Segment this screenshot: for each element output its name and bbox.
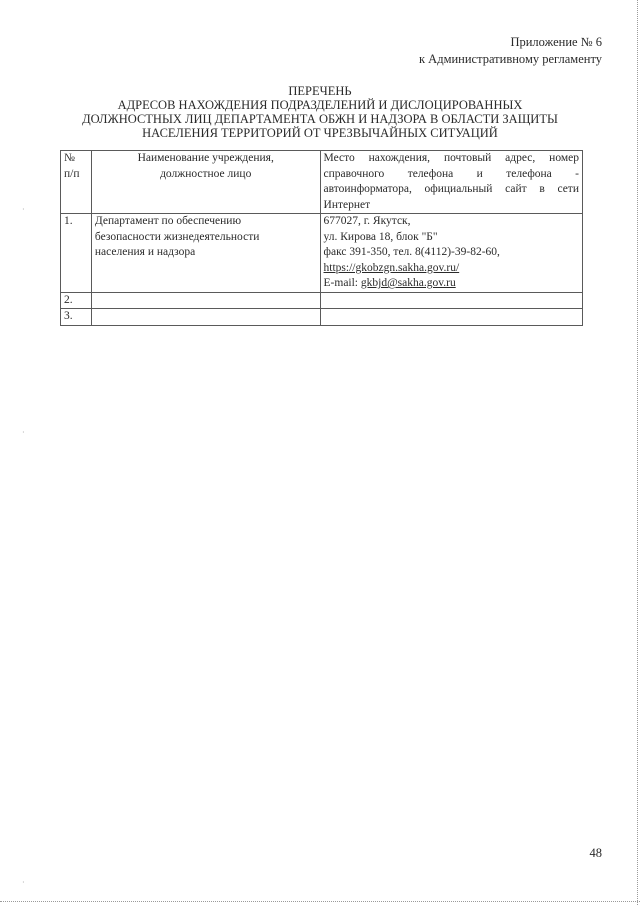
appendix-number: Приложение № 6 <box>510 35 602 49</box>
scan-dot: · <box>22 205 25 214</box>
page-edge-bottom <box>0 901 640 902</box>
title-line: НАСЕЛЕНИЯ ТЕРРИТОРИЙ ОТ ЧРЕЗВЫЧАЙНЫХ СИТУАЦИЙ <box>142 126 498 140</box>
row-number: 3. <box>61 309 92 326</box>
address-postal: 677027, г. Якутск, <box>323 215 411 227</box>
page-number: 48 <box>589 846 602 860</box>
appendix-note <box>419 34 602 68</box>
row-number: 2. <box>61 292 92 309</box>
row-address <box>320 214 582 293</box>
title-line: ДОЛЖНОСТНЫХ ЛИЦ ДЕПАРТАМЕНТА ОБЖН И НАДЗОРА В ОБЛАСТИ ЗАЩИТЫ <box>82 112 558 126</box>
scan-dot: · <box>22 428 25 437</box>
website-row <box>324 261 579 277</box>
email-row <box>324 276 579 292</box>
table-header-row <box>61 151 583 214</box>
header-address: Место нахождения, почтовый адрес, номер справочного телефона и телефона - автоинформатора, официальный сайт в сети Интернет <box>320 151 582 214</box>
scan-dot: · <box>22 878 25 887</box>
row-organization: Департамент по обеспечению безопасности жизнедеятельности населения и надзора <box>91 214 320 293</box>
website-link[interactable]: https://gkobzgn.sakha.gov.ru/ <box>323 261 460 274</box>
address-street: ул. Кирова 18, блок "Б" <box>323 230 438 243</box>
document-title <box>60 84 580 140</box>
address-phone: факс 391-350, тел. 8(4112)-39-82-60, <box>323 246 500 258</box>
header-name: Наименование учреждения, должностное лицо <box>91 151 320 214</box>
address-table <box>60 150 583 326</box>
row-address <box>320 292 582 309</box>
title-line: АДРЕСОВ НАХОЖДЕНИЯ ПОДРАЗДЕЛЕНИЙ И ДИСЛОЦИРОВАННЫХ <box>117 98 523 112</box>
appendix-reference: к Административному регламенту <box>418 52 602 66</box>
row-organization <box>91 292 320 309</box>
email-link[interactable]: gkbjd@sakha.gov.ru <box>360 277 456 289</box>
table-row <box>61 214 583 293</box>
title-line: ПЕРЕЧЕНЬ <box>288 84 352 98</box>
row-address <box>320 309 582 326</box>
page-edge-right <box>637 0 638 905</box>
table-row <box>61 309 583 326</box>
email-label: E-mail: <box>323 277 359 289</box>
row-organization <box>91 309 320 326</box>
row-number: 1. <box>61 214 92 293</box>
table-row <box>61 292 583 309</box>
header-number: № п/п <box>61 151 92 214</box>
